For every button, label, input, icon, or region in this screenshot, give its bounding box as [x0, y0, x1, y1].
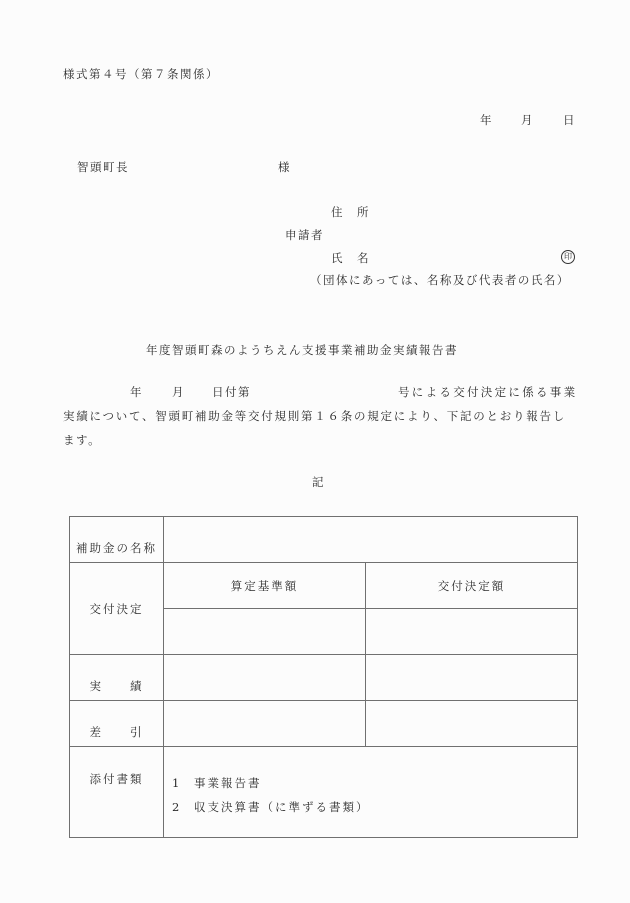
attachments-list [164, 747, 578, 838]
body-line1-rest: 号による交付決定に係る事業 [398, 385, 578, 399]
date-year: 年 [480, 113, 493, 127]
attachment-item: 1 事業報告書 [172, 776, 262, 790]
subsidy-name-label: 補助金の名称 [70, 517, 164, 563]
attachments-label: 添付書類 [70, 747, 164, 838]
addressee-name: 智頭町長 [77, 160, 129, 174]
document-title: 年度智頭町森のようちえん支援事業補助金実績報告書 [146, 343, 458, 357]
difference-label: 差 引 [70, 701, 164, 747]
report-table [69, 516, 578, 838]
difference-decision-amount-field[interactable] [366, 701, 578, 747]
body-day: 日付第 [212, 385, 251, 399]
attachment-item: 2 収支決算書（に準ずる書類） [172, 800, 370, 814]
name-label: 氏 名 [331, 251, 370, 265]
body-year: 年 [130, 385, 143, 399]
applicant-note: （団体にあっては、名称及び代表者の氏名） [310, 273, 570, 287]
addressee-honorific: 様 [278, 160, 291, 174]
actual-label: 実 績 [70, 655, 164, 701]
body-line2: 実績について、智頭町補助金等交付規則第１６条の規定により、下記のとおり報告し [63, 409, 567, 423]
ki-label: 記 [312, 475, 325, 489]
body-month: 月 [172, 385, 185, 399]
date-day: 日 [563, 113, 576, 127]
difference-base-amount-field[interactable] [164, 701, 366, 747]
subsidy-name-field[interactable] [164, 517, 578, 563]
body-line3: ます。 [63, 433, 102, 447]
decision-base-amount-field[interactable] [164, 609, 366, 655]
decision-amount-field[interactable] [366, 609, 578, 655]
base-amount-header: 算定基準額 [164, 563, 366, 609]
actual-decision-amount-field[interactable] [366, 655, 578, 701]
seal-icon: 印 [561, 250, 575, 264]
form-number: 様式第４号（第７条関係） [63, 67, 219, 81]
applicant-label: 申請者 [285, 228, 324, 242]
decision-amount-header: 交付決定額 [366, 563, 578, 609]
address-label: 住 所 [331, 205, 370, 219]
grant-decision-label: 交付決定 [70, 563, 164, 655]
date-month: 月 [521, 113, 534, 127]
actual-base-amount-field[interactable] [164, 655, 366, 701]
